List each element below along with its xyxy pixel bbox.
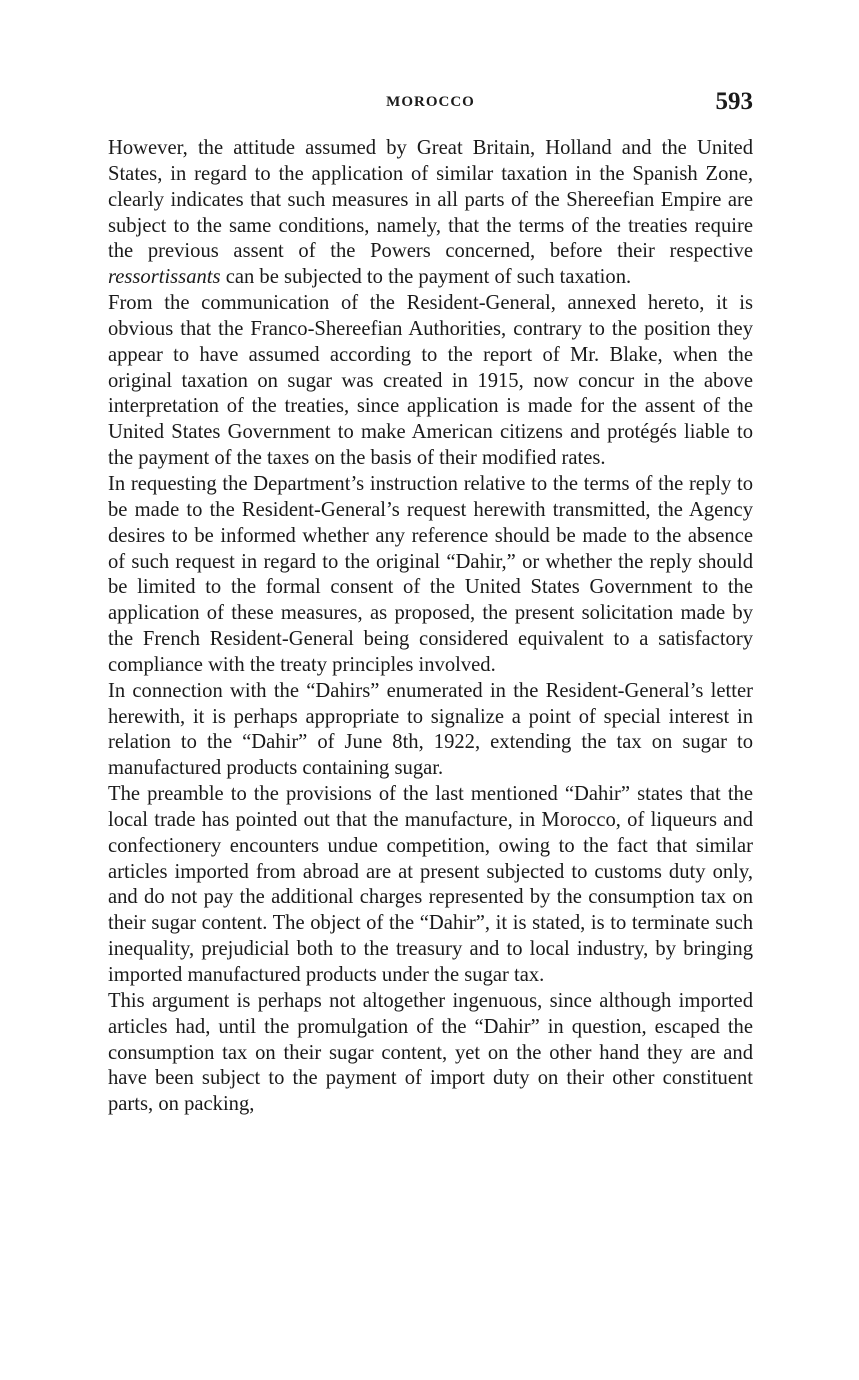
paragraph-3: In requesting the Department’s instruction relative to the terms of the reply to be made to the Resident-General’s request herewith transmitted, the Agency desires to be informed whether any reference should be made to the absence of such request in regard to the original “Dahir,” or whether the reply should be limited to the formal consent of the United States Government to the application of these measures, as proposed, the present solicitation made by the French Resident-General being considered equivalent to a satisfactory compliance with the treaty principles involved. xyxy=(108,472,753,676)
paragraph-1-text-before: However, the attitude assumed by Great Britain, Holland and the United States, in regard to the application of similar taxation in the Spanish Zone, clearly indicates that such measures in all parts of the Shereefian Empire are subject to the same conditions, namely, that the terms of the treaties require the previous assent of the Powers concerned, before their respective xyxy=(108,137,753,263)
running-head xyxy=(108,88,753,128)
document-page xyxy=(108,88,753,1118)
paragraph-1-emphasis: ressortissants xyxy=(108,266,221,289)
paragraph-1 xyxy=(108,136,753,291)
paragraph-4: In connection with the “Dahirs” enumerated in the Resident-General’s letter herewith, it is perhaps appropriate to signalize a point of special interest in relation to the “Dahir” of June 8th, 1922, extending the tax on sugar to manufactured products containing sugar. xyxy=(108,679,753,780)
paragraph-5: The preamble to the provisions of the last mentioned “Dahir” states that the local trade has pointed out that the manufacture, in Morocco, of liqueurs and confectionery encounters undue competition, owing to the fact that similar articles imported from abroad are at present subjected to customs duty only, and do not pay the additional charges represented by the consumption tax on their sugar content. The object of the “Dahir”, it is stated, is to terminate such inequality, prejudicial both to the treasury and to local industry, by bringing imported manufactured products under the sugar tax. xyxy=(108,783,753,986)
paragraph-2: From the communication of the Resident-General, annexed hereto, it is obvious that the Franco-Shereefian Authorities, contrary to the position they appear to have assumed according to the report of Mr. Blake, when the original taxation on sugar was created in 1915, now concur in the above interpretation of the treaties, since application is made for the assent of the United States Government to make American citizens and protégés liable to the payment of the taxes on the basis of their modified rates. xyxy=(108,292,753,470)
page-number: 593 xyxy=(715,88,753,115)
body-text xyxy=(108,136,753,1118)
paragraph-6: This argument is perhaps not altogether ingenuous, since although imported articles had, until the promulgation of the “Dahir” in question, escaped the consumption tax on their sugar content, yet on the other hand they are and have been subject to the payment of import duty on their other constituent parts, on packing, xyxy=(108,989,753,1116)
running-title: MOROCCO xyxy=(386,94,475,110)
paragraph-1-text-after: can be subjected to the payment of such taxation. xyxy=(220,266,632,289)
